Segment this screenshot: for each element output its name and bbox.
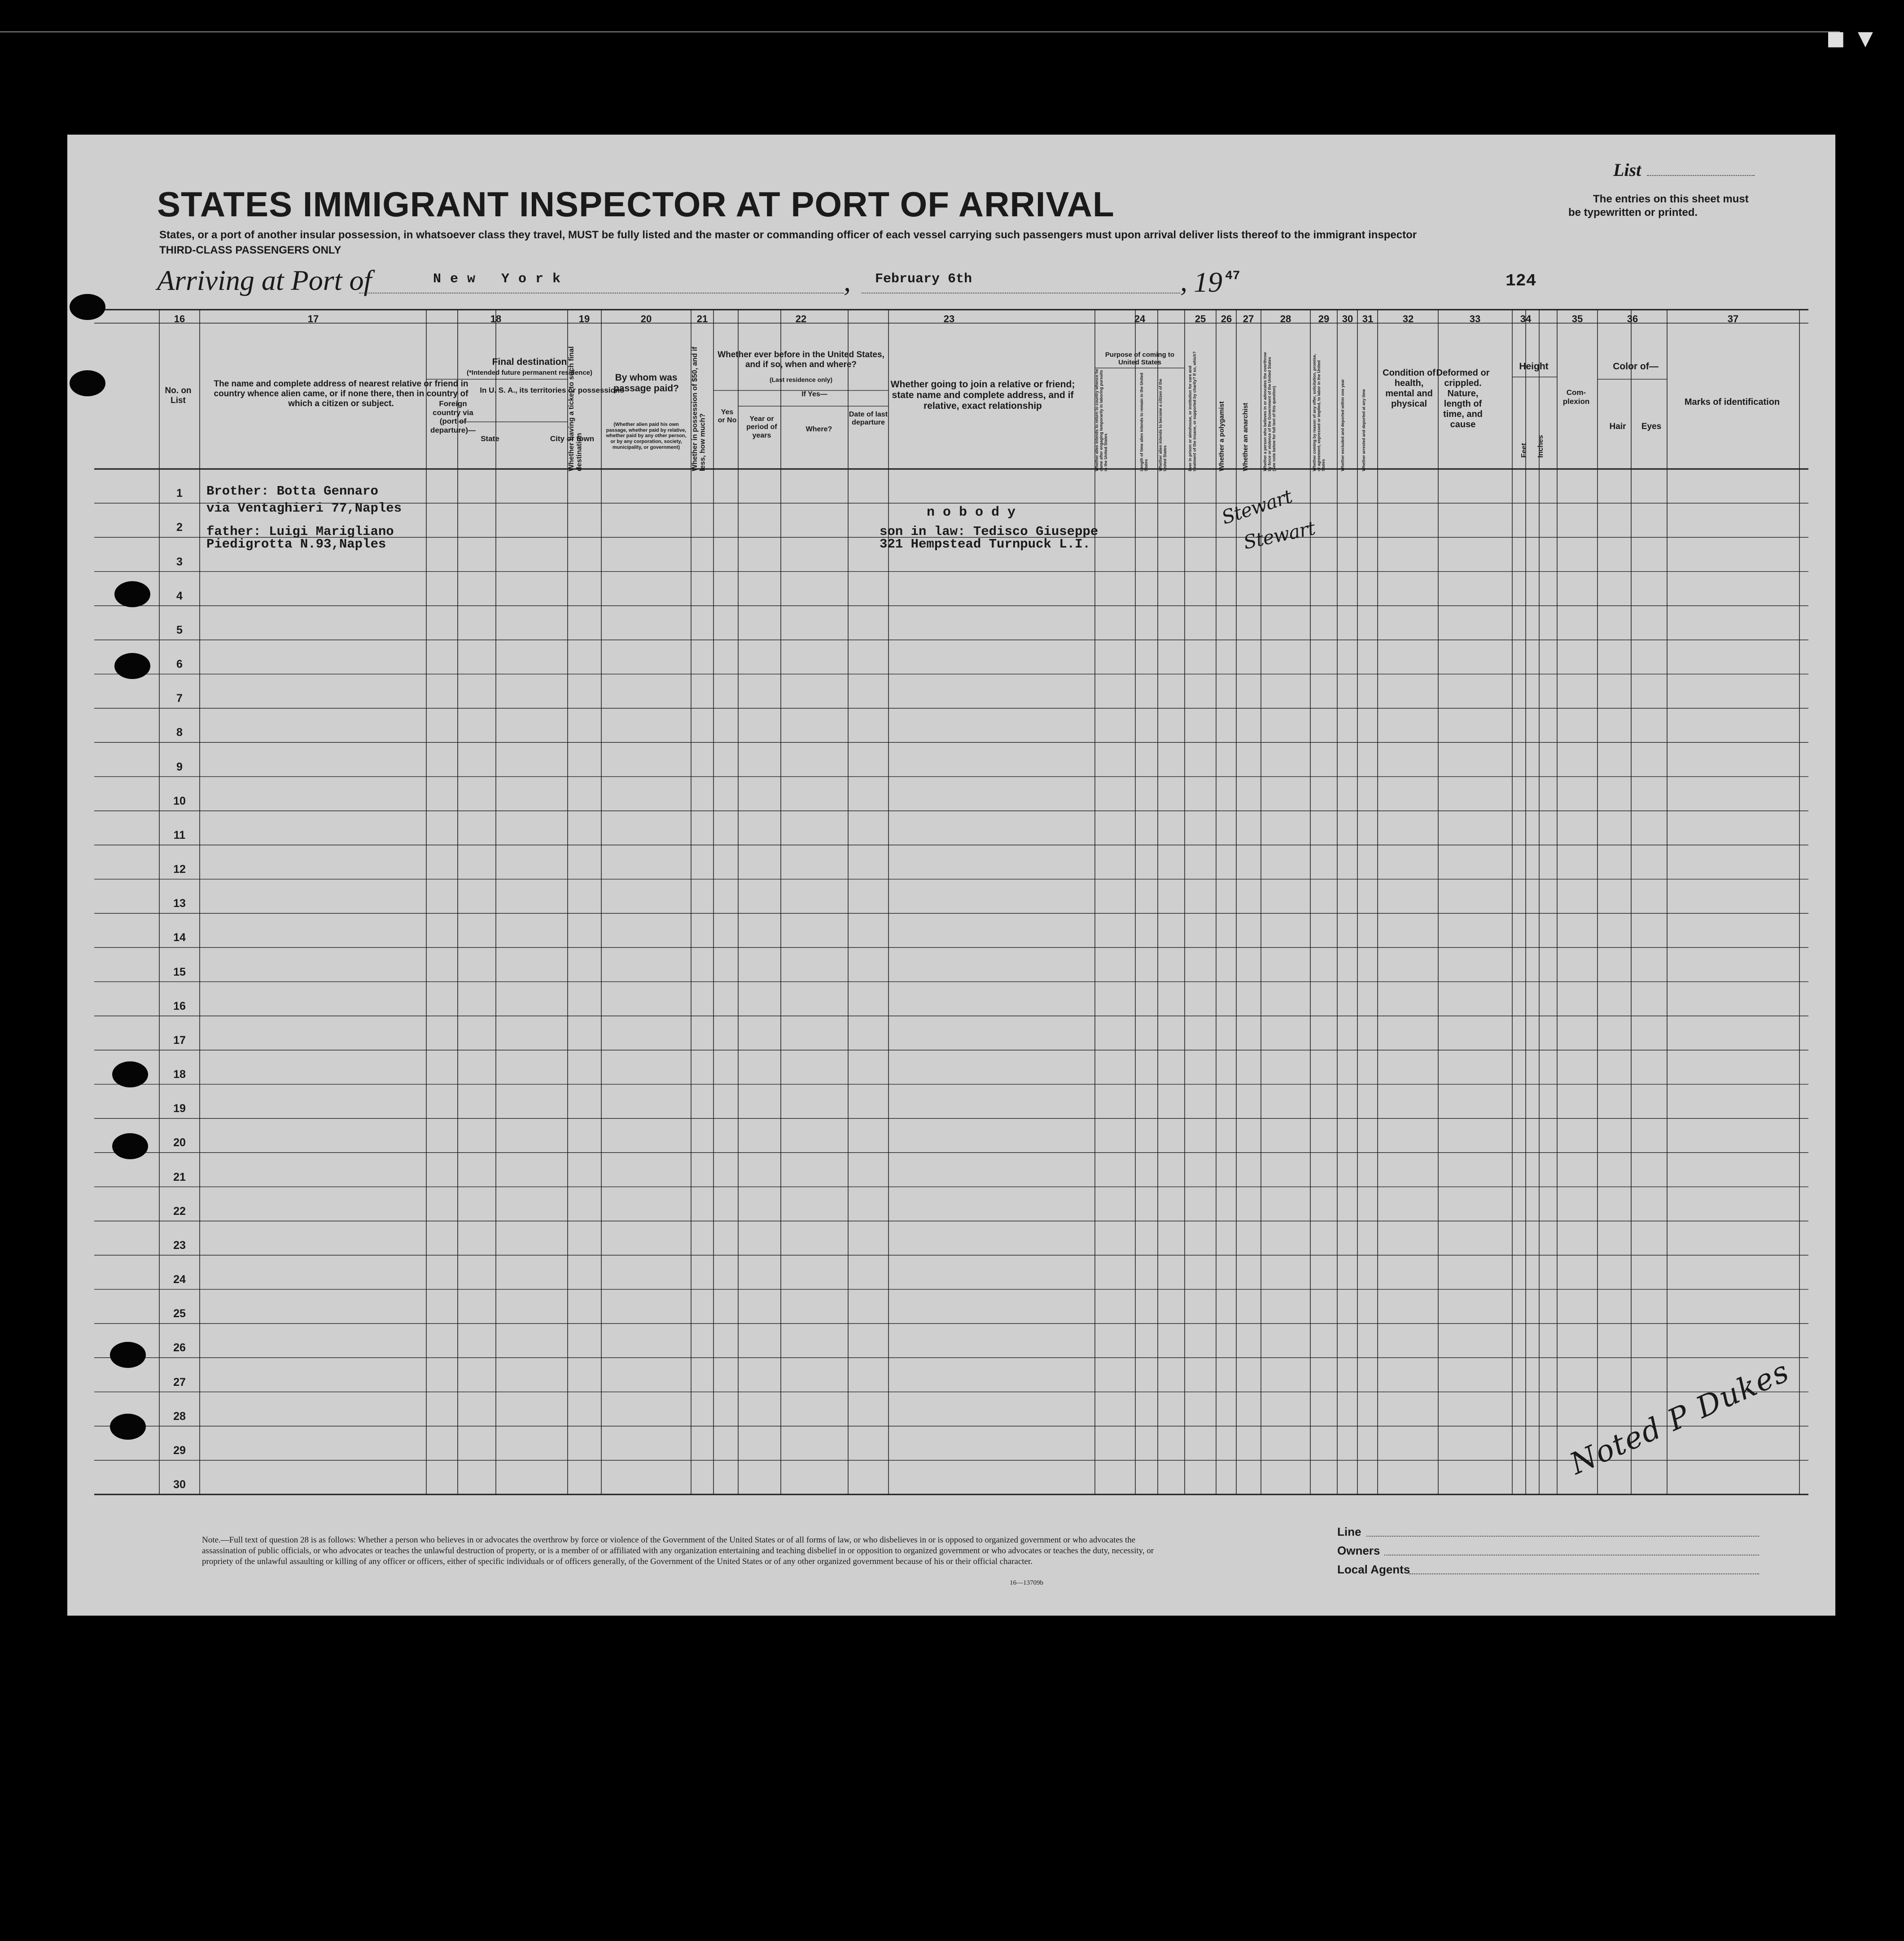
column-number: 20 <box>640 313 652 324</box>
binder-hole <box>110 1414 146 1440</box>
year-suffix: 47 <box>1225 269 1240 283</box>
column-number: 26 <box>1221 313 1232 324</box>
binder-hole <box>112 1061 148 1087</box>
header-labor-offer: Whether coming by reason of any offer, solicitation, promise, or agreement, expressed or implied, to labor in the United States <box>1312 354 1326 471</box>
row-number: 8 <box>176 726 183 739</box>
date-blank <box>862 293 1180 294</box>
year-prefix: 19 <box>1194 266 1222 298</box>
row-number: 20 <box>173 1136 186 1149</box>
header-hair: Hair <box>1609 422 1626 431</box>
row-number: 15 <box>173 965 186 978</box>
header-excluded: Whether excluded and deported within one year <box>1340 379 1345 471</box>
row-number: 3 <box>176 555 183 568</box>
header-deformed: Deformed or crippled. Nature, length of time, and cause <box>1436 368 1490 429</box>
column-number: 37 <box>1727 313 1739 324</box>
row-2-relative-name: father: Luigi Marigliano <box>206 524 394 539</box>
question-28-note: Note.—Full text of question 28 is as follows: Whether a person who believes in or advocates the overthrow by force or violence of the Government of the United States or of all forms of law, or who disbelieves in or is opposed to organized government or who advocates the assassination of public officials, or who advocates or teaches the unlawful destruction of property, or is a member of or affiliated with any organization entertaining and teaching disbelief in or opposition to organized government or who advocates or teaches the duty, necessity, or propriety of the unlawful assaulting or killing of any officer or officers, either of specific individuals or of officers generally, of the Government of the United States or of any other organized government because of his or their official character. <box>202 1535 1154 1566</box>
owners-label: Owners <box>1337 1544 1380 1557</box>
header-final-destination-note: (*Intended future permanent residence) <box>466 369 593 377</box>
header-last-residence: (Last residence only) <box>769 376 833 383</box>
row-number: 5 <box>176 623 183 636</box>
agents-label: Local Agents <box>1337 1563 1410 1576</box>
header-purpose: Purpose of coming to United States <box>1105 351 1175 367</box>
column-number: 36 <box>1627 313 1638 324</box>
header-arrested: Whether arrested and deported at any time <box>1361 389 1366 471</box>
port-value: New York <box>433 272 570 287</box>
header-in-usa: In U. S. A., its territories or possessions <box>480 386 624 394</box>
binder-hole <box>114 653 150 679</box>
binder-hole <box>70 294 105 320</box>
column-number: 32 <box>1402 313 1414 324</box>
class-line: THIRD-CLASS PASSENGERS ONLY <box>159 244 341 256</box>
header-eyes: Eyes <box>1641 422 1662 431</box>
row-number: 22 <box>173 1205 186 1218</box>
row-number: 9 <box>176 760 183 773</box>
row-number: 23 <box>173 1239 186 1252</box>
column-number: 22 <box>795 313 807 324</box>
header-citizen-intent: Whether alien intends to become a citizen of the United States <box>1158 378 1167 471</box>
binder-hole <box>70 370 105 396</box>
row-number: 2 <box>176 521 183 534</box>
header-length-of-stay: Length of time alien intends to remain in the United States <box>1139 372 1148 471</box>
header-color-of: Color of— <box>1613 361 1659 372</box>
typewritten-note-2: be typewritten or printed. <box>1568 206 1698 219</box>
form-code: 16—13709b <box>1010 1579 1043 1586</box>
header-ticket: Whether having a ticket to such final destination <box>568 346 583 471</box>
row-number: 18 <box>173 1068 186 1081</box>
header-foreign-country: Foreign country via (port of departure)— <box>430 399 476 434</box>
header-going-to-join: Whether going to join a relative or friend; state name and complete address, and if relative, exact relationship <box>890 379 1075 412</box>
column-number: 19 <box>578 313 590 324</box>
header-passage-note: (Whether alien paid his own passage, whether paid by relative, whether paid by any other person, or by any corporation, society, municipality, or government) <box>606 422 687 450</box>
column-number: 25 <box>1195 313 1206 324</box>
column-number: 18 <box>490 313 502 324</box>
header-year-period: Year or period of years <box>746 415 777 439</box>
manifest-sheet <box>67 135 1835 1616</box>
port-comma: , <box>844 265 851 297</box>
form-title: STATES IMMIGRANT INSPECTOR AT PORT OF ARRIVAL <box>157 184 1115 224</box>
column-number: 24 <box>1134 313 1146 324</box>
row-number: 26 <box>173 1341 186 1354</box>
line-blank <box>1366 1536 1759 1537</box>
column-number: 23 <box>943 313 955 324</box>
row-number: 27 <box>173 1376 186 1389</box>
row-number: 19 <box>173 1102 186 1115</box>
arrival-date: February 6th <box>875 272 972 287</box>
column-number: 16 <box>174 313 185 324</box>
list-label: List <box>1613 160 1641 180</box>
row-2-joining-address: 321 Hempstead Turnpuck L.I. <box>880 537 1090 552</box>
column-number: 35 <box>1571 313 1583 324</box>
column-number: 29 <box>1318 313 1330 324</box>
header-no-on-list: No. on List <box>165 386 192 405</box>
arriving-label: Arriving at Port of <box>157 264 372 296</box>
sheet-number: 124 <box>1506 272 1536 291</box>
list-blank <box>1647 175 1755 176</box>
row-number: 28 <box>173 1410 186 1423</box>
header-return-intent: Whether alien intends to return to country whence he came after engaging temporarily in laboring pursuits in the United States <box>1094 368 1108 471</box>
header-relative-abroad: The name and complete address of nearest relative or friend in country whence alien came, or if none there, then in country of which a citizen or subject. <box>214 379 468 408</box>
row-2-signature: Stewart <box>1241 517 1317 554</box>
header-height: Height <box>1519 361 1549 372</box>
header-yes-no: Yes or No <box>718 408 737 425</box>
header-passage-paid: By whom was passage paid? <box>613 372 679 394</box>
row-number: 4 <box>176 589 183 602</box>
row-1-relative-name: Brother: Botta Gennaro <box>206 484 378 499</box>
row-number: 1 <box>176 487 183 500</box>
column-number: 21 <box>696 313 708 324</box>
header-fifty-dollars: Whether in possession of $50, and if less, how much? <box>691 346 707 471</box>
typewritten-note-1: The entries on this sheet must <box>1593 193 1749 205</box>
header-state: State <box>481 434 499 443</box>
row-number: 30 <box>173 1478 186 1491</box>
date-comma: , <box>1180 265 1187 297</box>
noted-signature: Noted P Dukes <box>1565 1354 1795 1481</box>
header-city: City or town <box>550 434 595 443</box>
column-number: 17 <box>307 313 319 324</box>
chevron-down-icon: ▼ <box>1858 27 1873 50</box>
column-number: 33 <box>1469 313 1481 324</box>
port-blank <box>359 293 844 294</box>
top-border-line <box>0 31 1840 32</box>
binder-hole <box>110 1342 146 1368</box>
header-inches: Inches <box>1537 435 1545 458</box>
column-number: 28 <box>1280 313 1291 324</box>
row-number: 21 <box>173 1170 186 1183</box>
line-label: Line <box>1337 1525 1361 1538</box>
row-number: 14 <box>173 931 186 944</box>
header-anarchist: Whether an anarchist <box>1242 403 1249 471</box>
header-question-28: Whether a person who believes in or advocates the overthrow by force or violence of the Government of the United States (See note below for full text of this question) <box>1263 352 1276 471</box>
agents-blank <box>1409 1573 1759 1574</box>
header-if-yes: If Yes— <box>801 390 827 398</box>
column-number: 31 <box>1362 313 1374 324</box>
form-subtitle: States, or a port of another insular possession, in whatsoever class they travel, MUST be fully listed and the master or commanding officer of each vessel carrying such passengers must upon arrival deliver lists thereof to the immigrant inspector <box>159 229 1417 241</box>
header-complexion: Com-plexion <box>1563 388 1590 406</box>
header-feet: Feet <box>1520 443 1528 458</box>
row-number: 29 <box>173 1444 186 1457</box>
header-final-destination: Final destination <box>492 357 567 367</box>
binder-hole <box>114 581 150 607</box>
row-number: 11 <box>173 828 186 841</box>
column-number: 30 <box>1342 313 1353 324</box>
column-number: 27 <box>1243 313 1254 324</box>
row-number: 24 <box>173 1273 186 1286</box>
header-last-departure: Date of last departure <box>849 411 888 427</box>
header-polygamist: Whether a polygamist <box>1218 401 1226 471</box>
header-where: Where? <box>805 425 832 433</box>
row-number: 12 <box>173 863 186 876</box>
row-number: 6 <box>176 658 183 670</box>
row-number: 16 <box>173 999 186 1012</box>
row-2-relative-address: Piedigrotta N.93,Naples <box>206 537 386 552</box>
form-grid <box>67 135 1835 1616</box>
row-1-signature: Stewart <box>1219 485 1295 529</box>
row-number: 13 <box>173 897 186 910</box>
row-1-joining: n o b o d y <box>927 505 1016 520</box>
header-marks: Marks of identification <box>1684 397 1780 407</box>
header-prison: Ever in prison or almshouse, or institution for care and treatment of the insane, or supported by charity? If so, which? <box>1188 351 1197 471</box>
row-1-relative-address: via Ventaghieri 77,Naples <box>206 501 402 516</box>
row-number: 10 <box>173 794 186 807</box>
header-ever-before-in-us: Whether ever before in the United States, and if so, when and where? <box>718 350 884 369</box>
binder-hole <box>112 1133 148 1159</box>
header-health: Condition of health, mental and physical <box>1383 368 1436 409</box>
row-number: 7 <box>176 692 183 705</box>
column-number: 34 <box>1520 313 1532 324</box>
row-2-joining-relation: son in law: Tedisco Giuseppe <box>880 524 1099 539</box>
row-number: 17 <box>173 1034 186 1047</box>
bookmark-icon: ■ <box>1826 27 1845 50</box>
row-number: 25 <box>173 1307 186 1320</box>
